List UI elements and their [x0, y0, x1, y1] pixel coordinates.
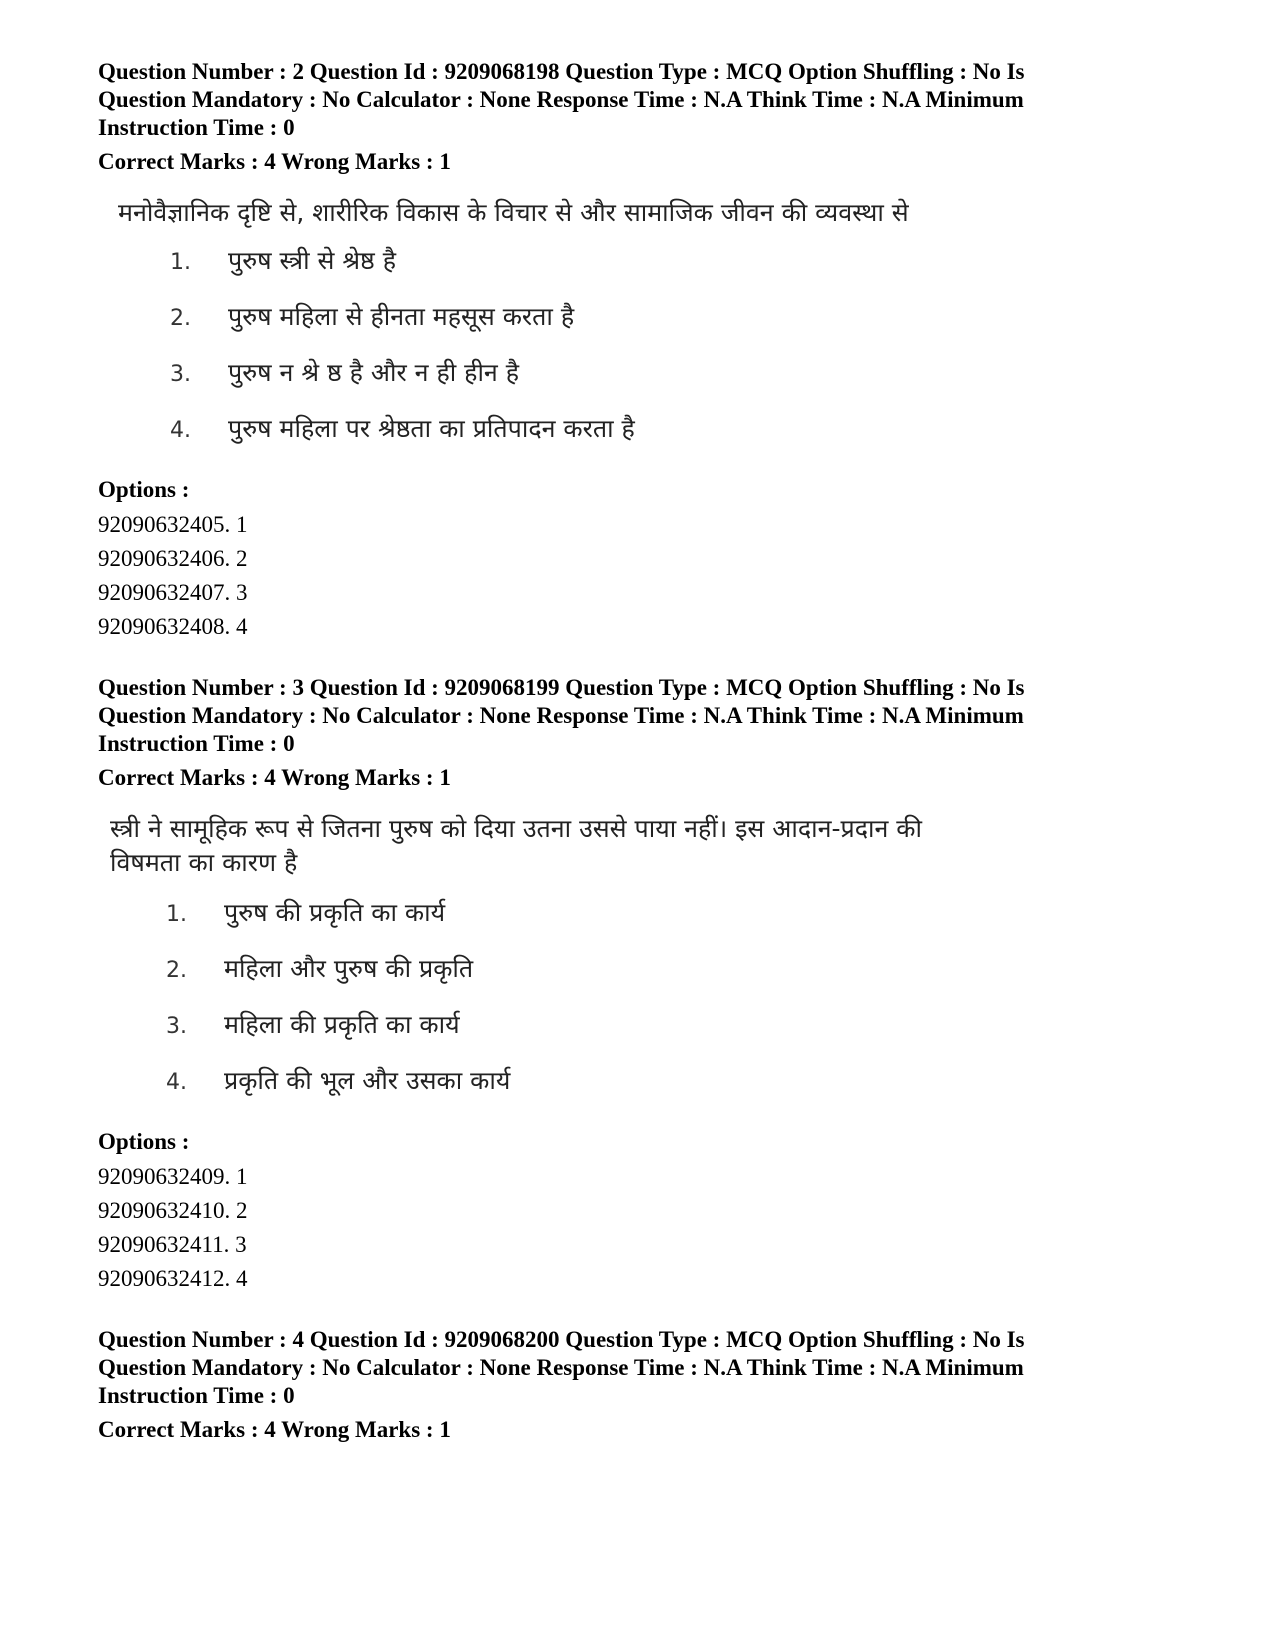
choice-row [170, 356, 1108, 392]
question-marks: Correct Marks : 4 Wrong Marks : 1 [98, 1417, 451, 1442]
option-line: 92090632408. 4 [98, 614, 248, 639]
question-meta-line: Question Number : 3 Question Id : 9209068199 Question Type : MCQ Option Shuffling : No Is [98, 675, 1025, 700]
options-label: Options : [98, 1129, 190, 1154]
choice-row [166, 1008, 1108, 1044]
question-meta-line: Instruction Time : 0 [98, 115, 295, 140]
question-meta-line: Instruction Time : 0 [98, 731, 295, 756]
choice-number: 2. [166, 958, 187, 983]
choice-text: महिला और पुरुष की प्रकृति [224, 954, 474, 983]
question-meta-line: Question Mandatory : No Calculator : None Response Time : N.A Think Time : N.A Minimum [98, 703, 1024, 728]
choice-number: 1. [170, 250, 191, 275]
option-line: 92090632412. 4 [98, 1266, 248, 1291]
choice-row [166, 952, 1108, 988]
question-image [98, 196, 1108, 448]
option-line: 92090632410. 2 [98, 1198, 248, 1223]
choice-text: पुरुष महिला पर श्रेष्ठता का प्रतिपादन करता है [228, 414, 635, 443]
question-marks: Correct Marks : 4 Wrong Marks : 1 [98, 149, 451, 174]
option-line: 92090632405. 1 [98, 512, 248, 537]
choice-number: 3. [170, 362, 191, 387]
choice-row [166, 1064, 1108, 1100]
options-label: Options : [98, 477, 190, 502]
question-meta-line: Question Number : 4 Question Id : 9209068200 Question Type : MCQ Option Shuffling : No Is [98, 1327, 1025, 1352]
choice-text: पुरुष न श्रे ष्ठ है और न ही हीन है [228, 358, 520, 387]
choice-number: 4. [170, 418, 191, 443]
choice-number: 4. [166, 1070, 187, 1095]
question-meta-line: Question Mandatory : No Calculator : None Response Time : N.A Think Time : N.A Minimum [98, 87, 1024, 112]
question-image [98, 812, 1108, 1100]
question-stem: स्त्री ने सामूहिक रूप से जितना पुरुष को दिया उतना उससे पाया नहीं। इस आदान-प्रदान की [110, 814, 922, 843]
choice-number: 2. [170, 306, 191, 331]
question-block-3 [98, 674, 1108, 1296]
document-page [98, 58, 1108, 1444]
question-stem: मनोवैज्ञानिक दृष्टि से, शारीरिक विकास के विचार से और सामाजिक जीवन की व्यवस्था से [118, 198, 909, 227]
choice-row [170, 412, 1108, 448]
question-stem: विषमता का कारण है [110, 848, 298, 877]
option-line: 92090632411. 3 [98, 1232, 247, 1257]
choice-text: महिला की प्रकृति का कार्य [224, 1010, 460, 1039]
question-block-4 [98, 1326, 1108, 1444]
question-meta-line: Question Number : 2 Question Id : 9209068198 Question Type : MCQ Option Shuffling : No Is [98, 59, 1025, 84]
question-marks: Correct Marks : 4 Wrong Marks : 1 [98, 765, 451, 790]
question-meta [98, 1326, 1108, 1410]
question-meta-line: Instruction Time : 0 [98, 1383, 295, 1408]
choice-row [166, 896, 1108, 932]
choice-text: प्रकृति की भूल और उसका कार्य [224, 1066, 511, 1095]
question-block-2 [98, 58, 1108, 644]
choice-number: 1. [166, 902, 187, 927]
question-meta [98, 58, 1108, 142]
choice-row [170, 300, 1108, 336]
choice-row [170, 244, 1108, 280]
choice-text: पुरुष महिला से हीनता महसूस करता है [228, 302, 575, 331]
option-line: 92090632407. 3 [98, 580, 248, 605]
choice-text: पुरुष स्त्री से श्रेष्ठ है [228, 246, 396, 275]
choice-text: पुरुष की प्रकृति का कार्य [224, 898, 446, 927]
question-meta [98, 674, 1108, 758]
question-meta-line: Question Mandatory : No Calculator : None Response Time : N.A Think Time : N.A Minimum [98, 1355, 1024, 1380]
choice-number: 3. [166, 1014, 187, 1039]
option-line: 92090632406. 2 [98, 546, 248, 571]
option-line: 92090632409. 1 [98, 1164, 248, 1189]
